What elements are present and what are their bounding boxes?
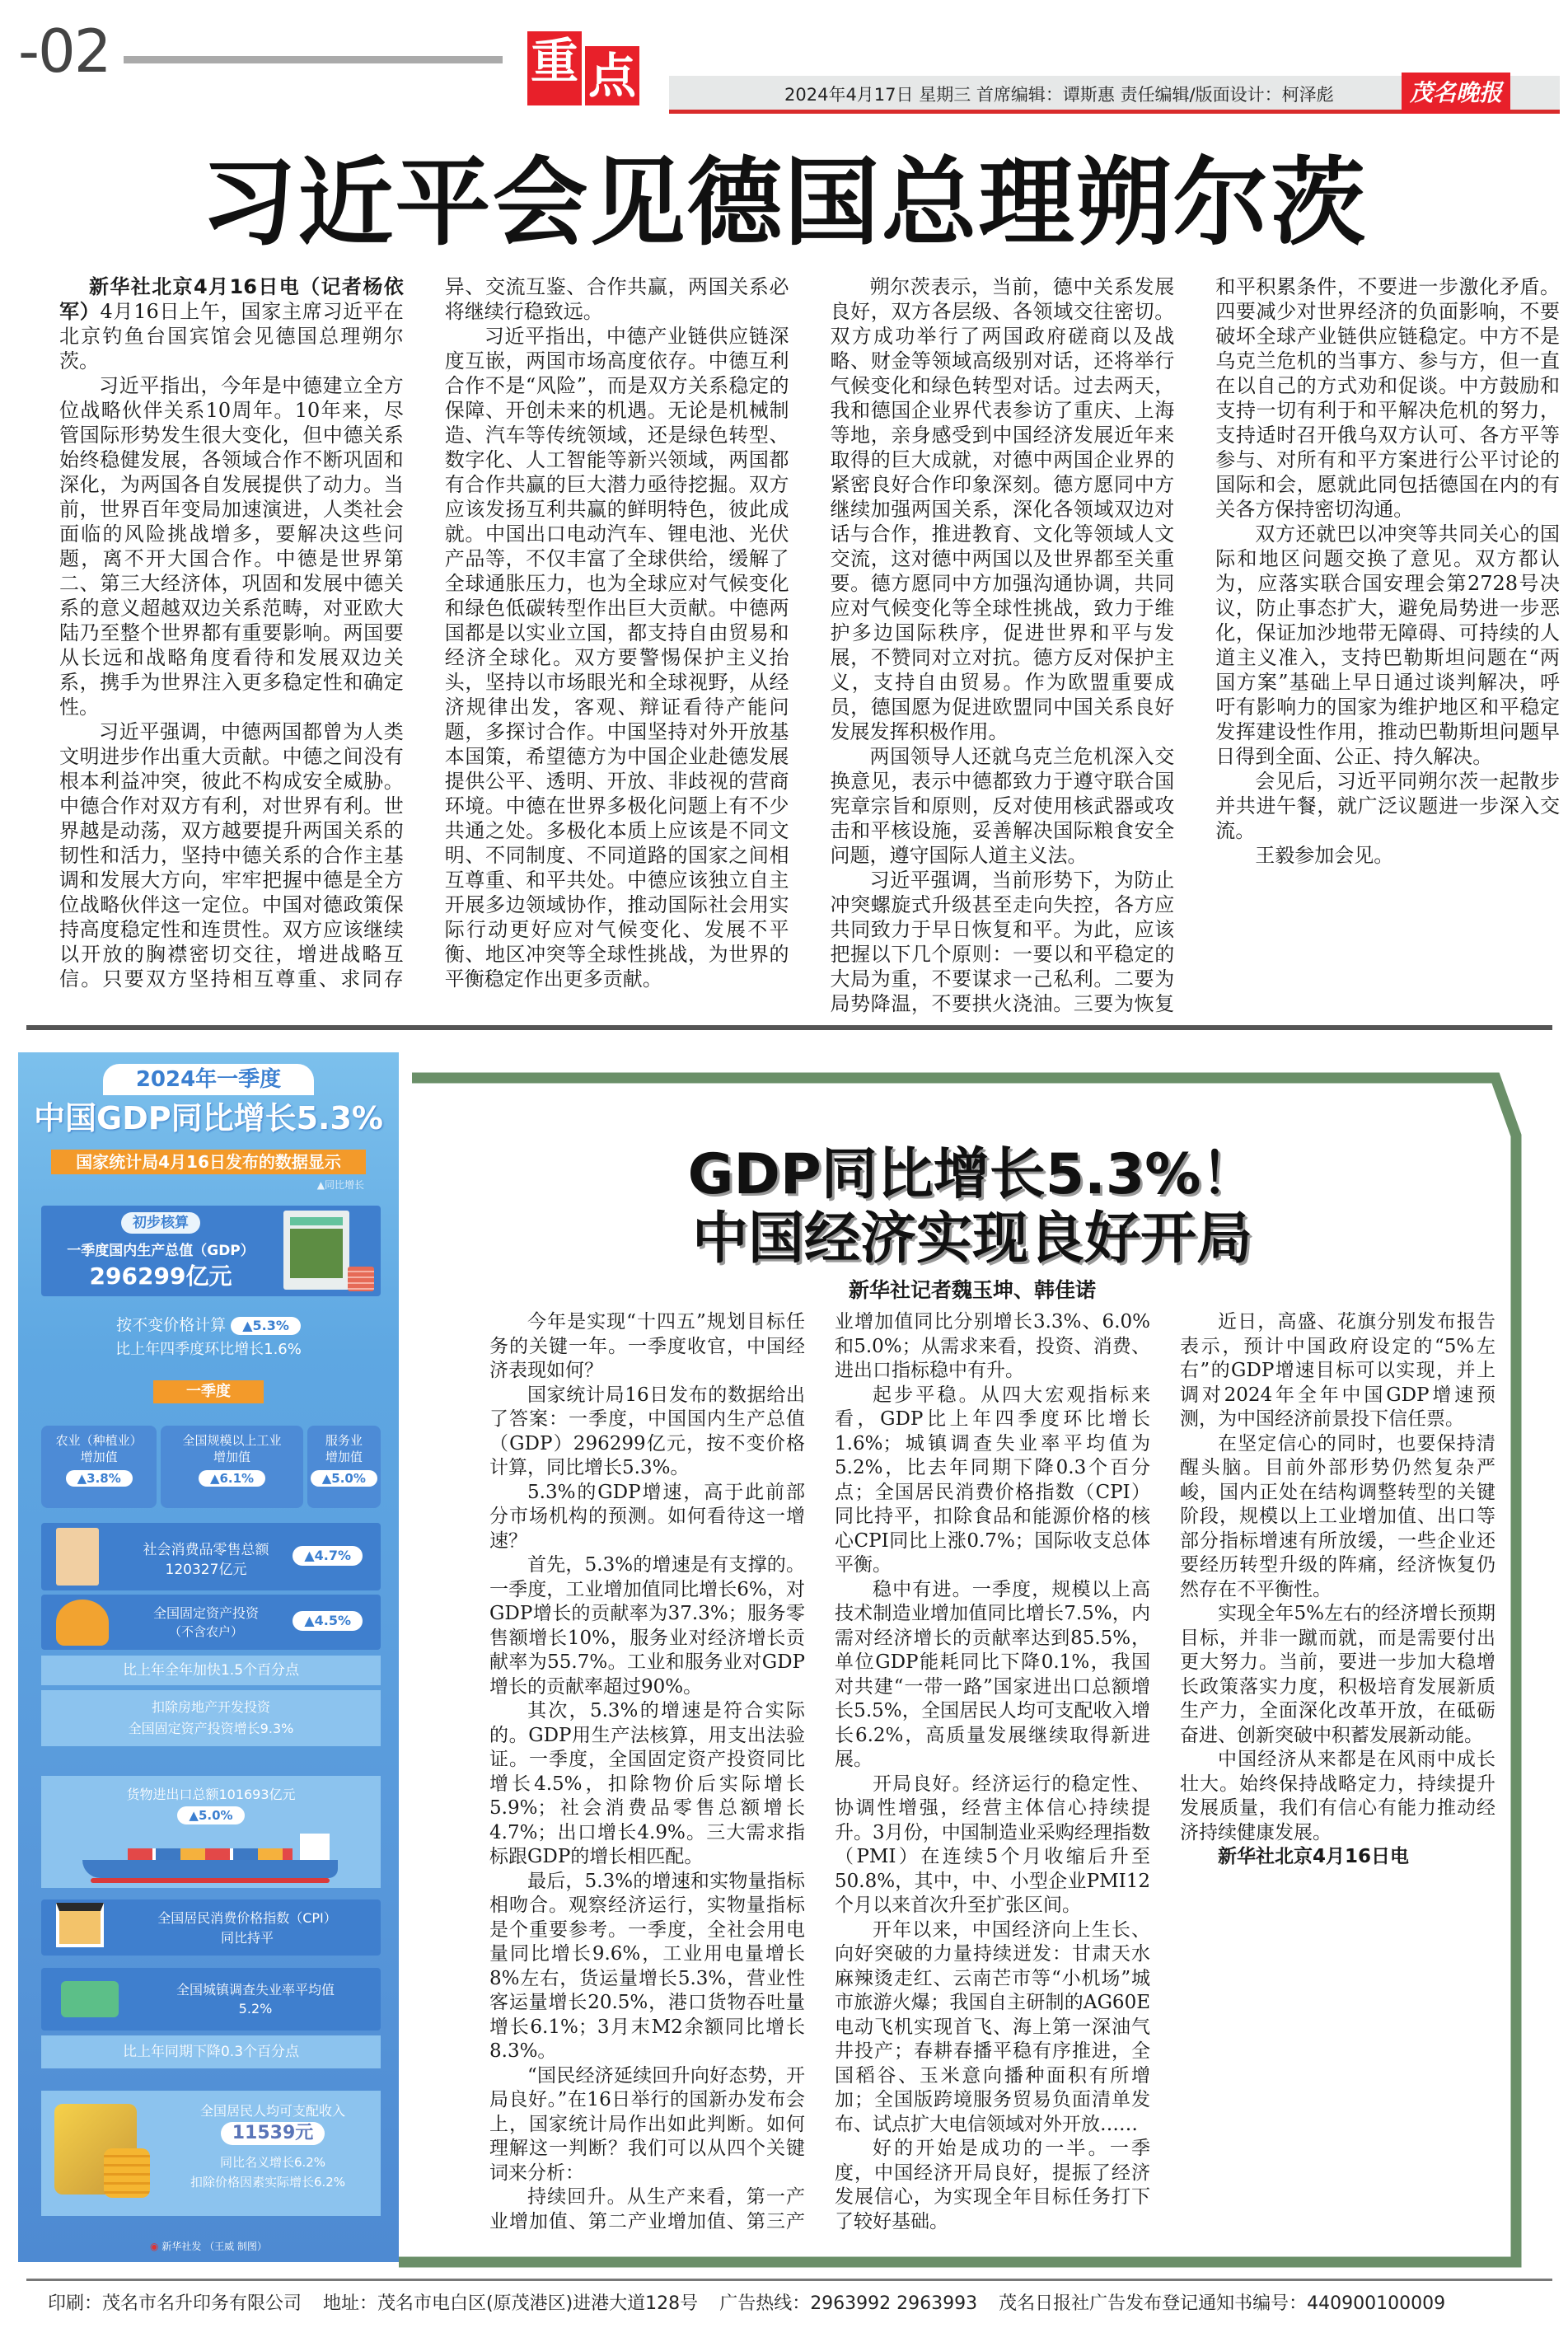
- header-rule: [124, 56, 503, 63]
- infographic-title: 中国GDP同比增长5.3%: [34, 1100, 383, 1136]
- retail-growth: ▲4.7%: [293, 1546, 363, 1566]
- shopping-cart-icon: [56, 1903, 104, 1947]
- sector-growth: ▲3.8%: [66, 1470, 133, 1487]
- sector-sub: 增加值: [213, 1450, 251, 1464]
- article2-body: [489, 1310, 1495, 2241]
- footer-address: 地址：茂名市电白区(原茂港区)进港大道128号: [323, 2293, 699, 2314]
- sector-industry: [161, 1426, 302, 1508]
- paragraph: 开年以来，中国经济向上生长、向好突破的力量持续迸发：甘肃天水麻辣烫走红、云南芒市等“小机场”城市旅游火爆；我国自主研制的AG60E电动飞机实现首飞、海上第一深油气井投产；春耕春播平稳有序推进，全国稻谷、玉米意向播种面积有所增加；全国版跨境服务贸易负面清单发布、试点扩大电信领域对外开放……: [835, 1918, 1150, 2135]
- sector-growth: ▲6.1%: [199, 1470, 265, 1487]
- paragraph: 双方还就巴以冲突等共同关心的国际和地区问题交换了意见。双方都认为，应落实联合国安理会第2728号决议，防止事态扩大，避免局势进一步恶化，保证加沙地带无障碍、可持续的人道主义准入，支持巴勒斯坦问题在“两国方案”基础上早日通过谈判解决，呼吁有影响力的国家为维护地区和平稳定发挥建设性作用，推动巴勒斯坦问题早日得到全面、公正、持久解决。: [1215, 522, 1560, 768]
- credit-text: 新华社发 （王威 制图）: [161, 2241, 267, 2252]
- constant-price-growth: ▲5.3%: [231, 1317, 301, 1335]
- article2-dateline: 新华社北京4月16日电: [1218, 1846, 1410, 1867]
- retail-label: 社会消费品零售总额: [143, 1542, 269, 1558]
- gdp-badge: 初步核算: [121, 1212, 200, 1234]
- unemployment-note: 比上年同期下降0.3个百分点: [41, 2035, 381, 2068]
- xinhua-logo-icon: ◉: [150, 2241, 159, 2252]
- paragraph: 会见后，习近平同朔尔茨一起散步并共进午餐，就广泛议题进一步深入交流。: [1215, 770, 1560, 842]
- footer-ad-license: 茂名日报社广告发布登记通知书编号：440900100009: [999, 2293, 1446, 2314]
- sector-row: [41, 1426, 381, 1508]
- paragraph: 好的开始是成功的一半。一季度，中国经济开局良好，提振了经济发展信心，为实现全年目标任务打下了较好基础。: [835, 2138, 1150, 2232]
- investment-ex-box: [41, 1690, 381, 1746]
- newspaper-logo: 茂名晚报: [1402, 73, 1510, 114]
- paragraph: 稳中有进。一季度，规模以上高技术制造业增加值同比增长7.5%，内需对经济增长的贡献率达到85.5%，单位GDP能耗同比下降0.1%，我国对共建“一带一路”国家进出口总额增长5.5%，全国居民人均可支配收入增长6.2%，高质量发展继续取得新进展。: [835, 1578, 1150, 1770]
- investment-label: 全国固定资产投资: [152, 1605, 259, 1621]
- footer-printer: 印刷：茂名市名升印务有限公司: [48, 2293, 302, 2314]
- trade-growth: ▲5.0%: [177, 1806, 244, 1824]
- paragraph: 开局良好。经济运行的稳定性、协调性增强，经营主体信心持续提升。3月份，中国制造业采购经理指数（PMI）在连续5个月收缩后升至50.8%，其中，中、小型企业PMI12个月以来首次升至扩张区间。: [835, 1773, 1150, 1916]
- gdp-box: [41, 1206, 381, 1296]
- gdp-value: 296299亿元: [89, 1262, 232, 1290]
- qoq-growth: 比上年四季度环比增长1.6%: [115, 1341, 302, 1358]
- investment-growth: ▲4.5%: [293, 1611, 363, 1631]
- sector-name: 服务业: [325, 1433, 363, 1448]
- article1-body: [59, 274, 1560, 1020]
- investment-note: 比上年全年加快1.5个百分点: [41, 1656, 381, 1685]
- income-box: [41, 2091, 381, 2216]
- lead-text: 4月16日上午，国家主席习近平在北京钓鱼台国宾馆会见德国总理朔尔茨。: [59, 300, 404, 372]
- calculator-icon: [283, 1211, 349, 1290]
- paragraph: 习近平强调，中德两国都曾为人类文明进步作出重大贡献。中德之间没有根本利益冲突，彼此不构成安全威胁。中德合作对双方有利，对世界有利。世界越是动荡，双方越要提升两国关系的韧性和活力，坚持中德关系的合作主基调和发展大方向，牢牢把握中德是全方位战略伙伴这一定位。中国对德政策保持高度稳定性和连贯性。双方应该继续以开放的胸襟密切交往，增进战略互信。只要双方坚持相互尊重、求同存异、交流互鉴、合作共赢，两国关系必将继续行稳致远。: [59, 275, 789, 991]
- paragraph: 今年是实现“十四五”规划目标任务的关键一年。一季度收官，中国经济表现如何？: [489, 1311, 805, 1381]
- paragraph: 习近平强调，当前形势下，为防止冲突螺旋式升级甚至走向失控，各方应共同致力于早日恢复和平。为此，应该把握以下几个原则：一要以和平稳定的大局为重，不要谋求一己私利。二要为局势降温，不要拱火浇油。三要为恢复和平积累条件，不要进一步激化矛盾。四要减少对世界经济的负面影响，不要破坏全球产业链供应链稳定。中方不是乌克兰危机的当事方、参与方，但一直在以自己的方式劝和促谈。中方鼓励和支持一切有利于和平解决危机的努力，支持适时召开俄乌双方认可、各方平等参与、对所有和平方案进行公平讨论的国际和会，愿就此同包括德国在内的有关各方保持密切沟通。: [830, 275, 1560, 1015]
- footer-rule: [26, 2279, 1552, 2281]
- sector-agriculture: [41, 1426, 157, 1508]
- article2-headline-line1: GDP同比增长5.3%！: [687, 1142, 1257, 1207]
- unemployment-line2: 5.2%: [238, 2001, 273, 2017]
- footer-ad-hotline: 广告热线：2963992 2963993: [719, 2293, 978, 2314]
- sector-name: 农业（种植业）: [55, 1433, 143, 1448]
- unemployment-box: [41, 1968, 381, 2031]
- footer: [48, 2289, 1445, 2315]
- paragraph: 5.3%的GDP增速，高于此前部分市场机构的预测。如何看待这一增速？: [489, 1481, 805, 1552]
- paragraph: 持续回升。从生产来看，第一产业增加值、第二产业增加值、第三产业增加值同比分别增长3.3%、6.0%和5.0%；从需求来看，投资、消费、进出口指标稳中有升。: [489, 1311, 1150, 2232]
- paragraph: 首先，5.3%的增速是有支撑的。一季度，工业增加值同比增长6%，对GDP增长的贡献率为37.3%；服务零售额增长10%，服务业对经济增长贡献率为55.7%。工业和服务业对GDP增长的贡献率超过90%。: [489, 1554, 805, 1698]
- income-real: 扣除价格因素实际增长6.2%: [190, 2175, 346, 2190]
- page-number: -02: [18, 16, 110, 86]
- paragraph: 实现全年5%左右的经济增长预期目标，并非一蹴而就，而是需要付出更大努力。当前，要进一步加大稳增长政策落实力度，积极培育发展新质生产力，全面深化改革开放，在砥砺奋进、创新突破中积蓄发展新动能。: [1180, 1603, 1495, 1746]
- infographic-credit: [18, 2239, 399, 2253]
- shopping-bag-icon: [56, 1528, 99, 1586]
- legend: ▲同比增长: [316, 1179, 364, 1191]
- income-label: 全国居民人均可支配收入: [199, 2103, 345, 2119]
- trade-label: 货物进出口总额101693亿元: [126, 1787, 296, 1802]
- gdp-infographic: [18, 1052, 399, 2262]
- quarter-ribbon: 一季度: [153, 1380, 264, 1403]
- coin-stack-icon: [348, 1267, 374, 1291]
- section-label: [527, 31, 639, 105]
- paragraph: 近日，高盛、花旗分别发布报告表示，预计中国政府设定的“5%左右”的GDP增速目标可以实现，并上调对2024年全年中国GDP增速预测，为中国经济前景投下信任票。: [1180, 1311, 1495, 1430]
- article2-byline: 新华社记者魏玉坤、韩佳诺: [848, 1278, 1096, 1302]
- sector-sub: 增加值: [80, 1450, 118, 1464]
- paragraph: 朔尔茨表示，当前，德中关系发展良好，双方各层级、各领域交往密切。双方成功举行了两国政府磋商以及战略、财金等领域高级别对话，还将举行气候变化和绿色转型对话。过去两天，我和德国企业界代表参访了重庆、上海等地，亲身感受到中国经济发展近年来取得的巨大成就，对德中两国企业界的紧密良好合作印象深刻。德方愿同中方继续加强两国关系，深化各领域双边对话与合作，推进教育、文化等领域人文交流，这对德中两国以及世界都至关重要。德方愿同中方加强沟通协调，共同应对气候变化等全球性挑战，致力于维护多边国际秩序，促进世界和平与发展，不赞同对立对抗。德方反对保护主义，支持自由贸易。作为欧盟重要成员，德国愿为促进欧盟同中国关系良好发展发挥积极作用。: [830, 275, 1175, 743]
- investment-box: [41, 1595, 381, 1650]
- cargo-ship-icon: [82, 1848, 338, 1883]
- sector-sub: 增加值: [325, 1450, 363, 1464]
- paragraph: “国民经济延续回升向好态势，开局良好。”在16日举行的国新办发布会上，国家统计局作出如此判断。如何理解这一判断？我们可以从四个关键词来分析：: [489, 2064, 805, 2184]
- paragraph: 王毅参加会见。: [1255, 844, 1394, 867]
- retail-value: 120327亿元: [165, 1562, 247, 1578]
- sector-name: 全国规模以上工业: [182, 1433, 282, 1448]
- retail-box: [41, 1523, 381, 1590]
- article1-headline: 习近平会见德国总理朔尔茨: [200, 148, 1368, 259]
- unemployment-line1: 全国城镇调查失业率平均值: [176, 1982, 335, 1998]
- section-char: 重: [527, 31, 582, 105]
- constant-price-label: 按不变价格计算: [116, 1316, 227, 1334]
- cpi-line2: 同比持平: [220, 1930, 274, 1946]
- money-bag-icon: [56, 1600, 109, 1646]
- investment-ex-line2: 全国固定资产投资增长9.3%: [128, 1721, 294, 1736]
- sector-services: [307, 1426, 381, 1508]
- source-banner: 国家统计局4月16日发布的数据显示: [51, 1150, 366, 1174]
- income-nominal: 同比名义增长6.2%: [219, 2155, 326, 2170]
- article2-headline-line2: 中国经济实现良好开局: [691, 1206, 1252, 1272]
- coins-icon: [104, 2148, 150, 2198]
- lead-dateline: 新华社北京4月16日电（记者杨依军）: [59, 275, 404, 323]
- section-char: 点: [585, 46, 639, 105]
- paragraph: 中国经济从来都是在风雨中成长壮大。始终保持战略定力，持续提升发展质量，我们有信心有能力推动经济持续健康发展。: [1180, 1749, 1495, 1843]
- investment-ex-line1: 扣除房地产开发投资: [151, 1699, 270, 1715]
- paragraph: 起步平稳。从四大宏观指标来看，GDP比上年四季度环比增长1.6%；城镇调查失业率平均值为5.2%，比去年同期下降0.3个百分点；全国居民消费价格指数（CPI）同比持平，扣除食品和能源价格的核心CPI同比上涨0.7%；国际收支总体平衡。: [835, 1384, 1150, 1576]
- income-value: 11539元: [221, 2122, 325, 2145]
- briefcase-icon: [61, 1981, 119, 2017]
- paragraph: 在坚定信心的同时，也要保持清醒头脑。目前外部形势仍然复杂严峻，国内正处在结构调整转型的关键阶段，规模以上工业增加值、出口等部分指标增速有所放缓，一些企业还要经历转型升级的阵痛，经济恢复仍然存在不平衡性。: [1180, 1432, 1495, 1600]
- paragraph: 其次，5.3%的增速是符合实际的。GDP用生产法核算，用支出法验证。一季度，全国固定资产投资同比增长4.5%，扣除物价后实际增长5.9%；社会消费品零售总额增长4.7%；出口增长4.9%。三大需求指标跟GDP的增长相匹配。: [489, 1700, 805, 1867]
- dateline: 2024年4月17日 星期三 首席编辑：谭斯惠 责任编辑/版面设计：柯泽彪: [784, 85, 1334, 105]
- article1-lead: [59, 274, 404, 373]
- paragraph: 习近平指出，今年是中德建立全方位战略伙伴关系10周年。10年来，尽管国际形势发生很大变化，但中德关系始终稳健发展，各领域合作不断巩固和深化，为两国各自发展提供了动力。当前，世界百年变局加速演进，人类社会面临的风险挑战增多，要解决这些问题，离不开大国合作。中德是世界第二、第三大经济体，巩固和发展中德关系的意义超越双边关系范畴，对亚欧大陆乃至整个世界都有重要影响。两国要从长远和战略角度看待和发展双边关系，携手为世界注入更多稳定性和确定性。: [59, 374, 404, 719]
- paragraph: 两国领导人还就乌克兰危机深入交换意见，表示中德都致力于遵守联合国宪章宗旨和原则，反对使用核武器或攻击和平核设施，妥善解决国际粮食安全问题，遵守国际人道主义法。: [830, 745, 1175, 867]
- investment-sub: （不含农户）: [168, 1624, 243, 1639]
- paragraph: 习近平指出，中德产业链供应链深度互嵌，两国市场高度依存。中德互利合作不是“风险”，而是双方关系稳定的保障、开创未来的机遇。无论是机械制造、汽车等传统领域，还是绿色转型、数字化、人工智能等新兴领域，两国都有合作共赢的巨大潜力亟待挖掘。双方应该发扬互利共赢的鲜明特色，彼此成就。中国出口电动汽车、锂电池、光伏产品等，不仅丰富了全球供给，缓解了全球通胀压力，也为全球应对气候变化和绿色低碳转型作出巨大贡献。中德两国都是以实业立国，都支持自由贸易和经济全球化。双方要警惕保护主义抬头，坚持以市场眼光和全球视野，从经济规律出发，客观、辩证看待产能问题，多探讨合作。中国坚持对外开放基本国策，希望德方为中国企业赴德发展提供公平、透明、开放、非歧视的营商环境。中德在世界多极化问题上有不少共通之处。多极化本质上应该是不同文明、不同制度、不同道路的国家之间相互尊重、和平共处。中德应该独立自主开展多边领域协作，推动国际社会用实际行动更好应对气候变化、发展不平衡、地区冲突等全球性挑战，为世界的平衡稳定作出更多贡献。: [444, 325, 789, 991]
- cpi-line1: 全国居民消费价格指数（CPI）: [157, 1910, 337, 1926]
- section-divider: [26, 1025, 1552, 1030]
- sector-growth: ▲5.0%: [311, 1470, 377, 1487]
- header-bar: [669, 76, 1560, 114]
- trade-box: [41, 1776, 381, 1888]
- gdp-label: 一季度国内生产总值（GDP）: [67, 1243, 255, 1259]
- cpi-box: [41, 1899, 381, 1956]
- period-pill: 2024年一季度: [103, 1064, 314, 1095]
- paragraph: 国家统计局16日发布的数据给出了答案：一季度，中国国内生产总值（GDP）296299亿元，按不变价格计算，同比增长5.3%。: [489, 1384, 805, 1478]
- paragraph: 最后，5.3%的增速和实物量指标相吻合。观察经济运行，实物量指标是个重要参考。一季度，全社会用电量同比增长9.6%，工业用电量增长8%左右，货运量增长5.3%，营业性客运量增长20.5%，港口货物吞吐量增长6.1%；3月末M2余额同比增长8.3%。: [489, 1870, 805, 2062]
